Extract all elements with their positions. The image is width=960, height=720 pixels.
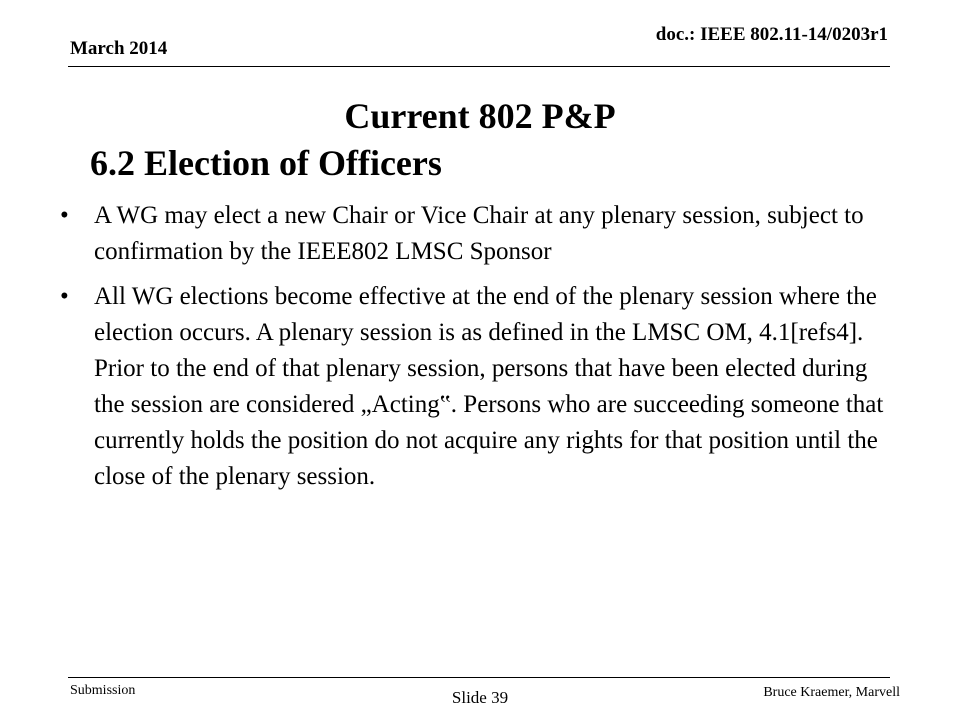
bullet-item-2 [60, 279, 890, 495]
header-date: March 2014 [70, 38, 168, 59]
slide-subtitle: 6.2 Election of Officers [90, 143, 442, 183]
bullet-text: A WG may elect a new Chair or Vice Chair at any plenary session, subject to confirmation by the IEEE802 LMSC Sponsor [94, 202, 864, 265]
bullet-text: All WG elections become effective at the end of the plenary session where the election occurs. A plenary session is as defined in the LMSC OM, 4.1[refs4]. Prior to the end of that plenary session, persons that have been elected during the session are considered „Acting‟. Persons who are succeeding someone that currently holds the position do not acquire any rights for that position until the close of the plenary session. [94, 283, 884, 490]
bullet-item-1 [60, 198, 890, 270]
footer-author: Bruce Kraemer, Marvell [763, 685, 900, 700]
footer-slide-number: Slide 39 [451, 688, 509, 707]
header-doc-id: doc.: IEEE 802.11-14/0203r1 [655, 24, 888, 45]
bullet-marker: • [60, 283, 69, 310]
footer-submission: Submission [70, 683, 136, 698]
bullet-marker: • [60, 202, 69, 229]
slide-title: Current 802 P&P [344, 96, 616, 136]
header-divider [68, 66, 890, 67]
footer-divider [68, 677, 890, 678]
bullet-list [60, 198, 890, 504]
